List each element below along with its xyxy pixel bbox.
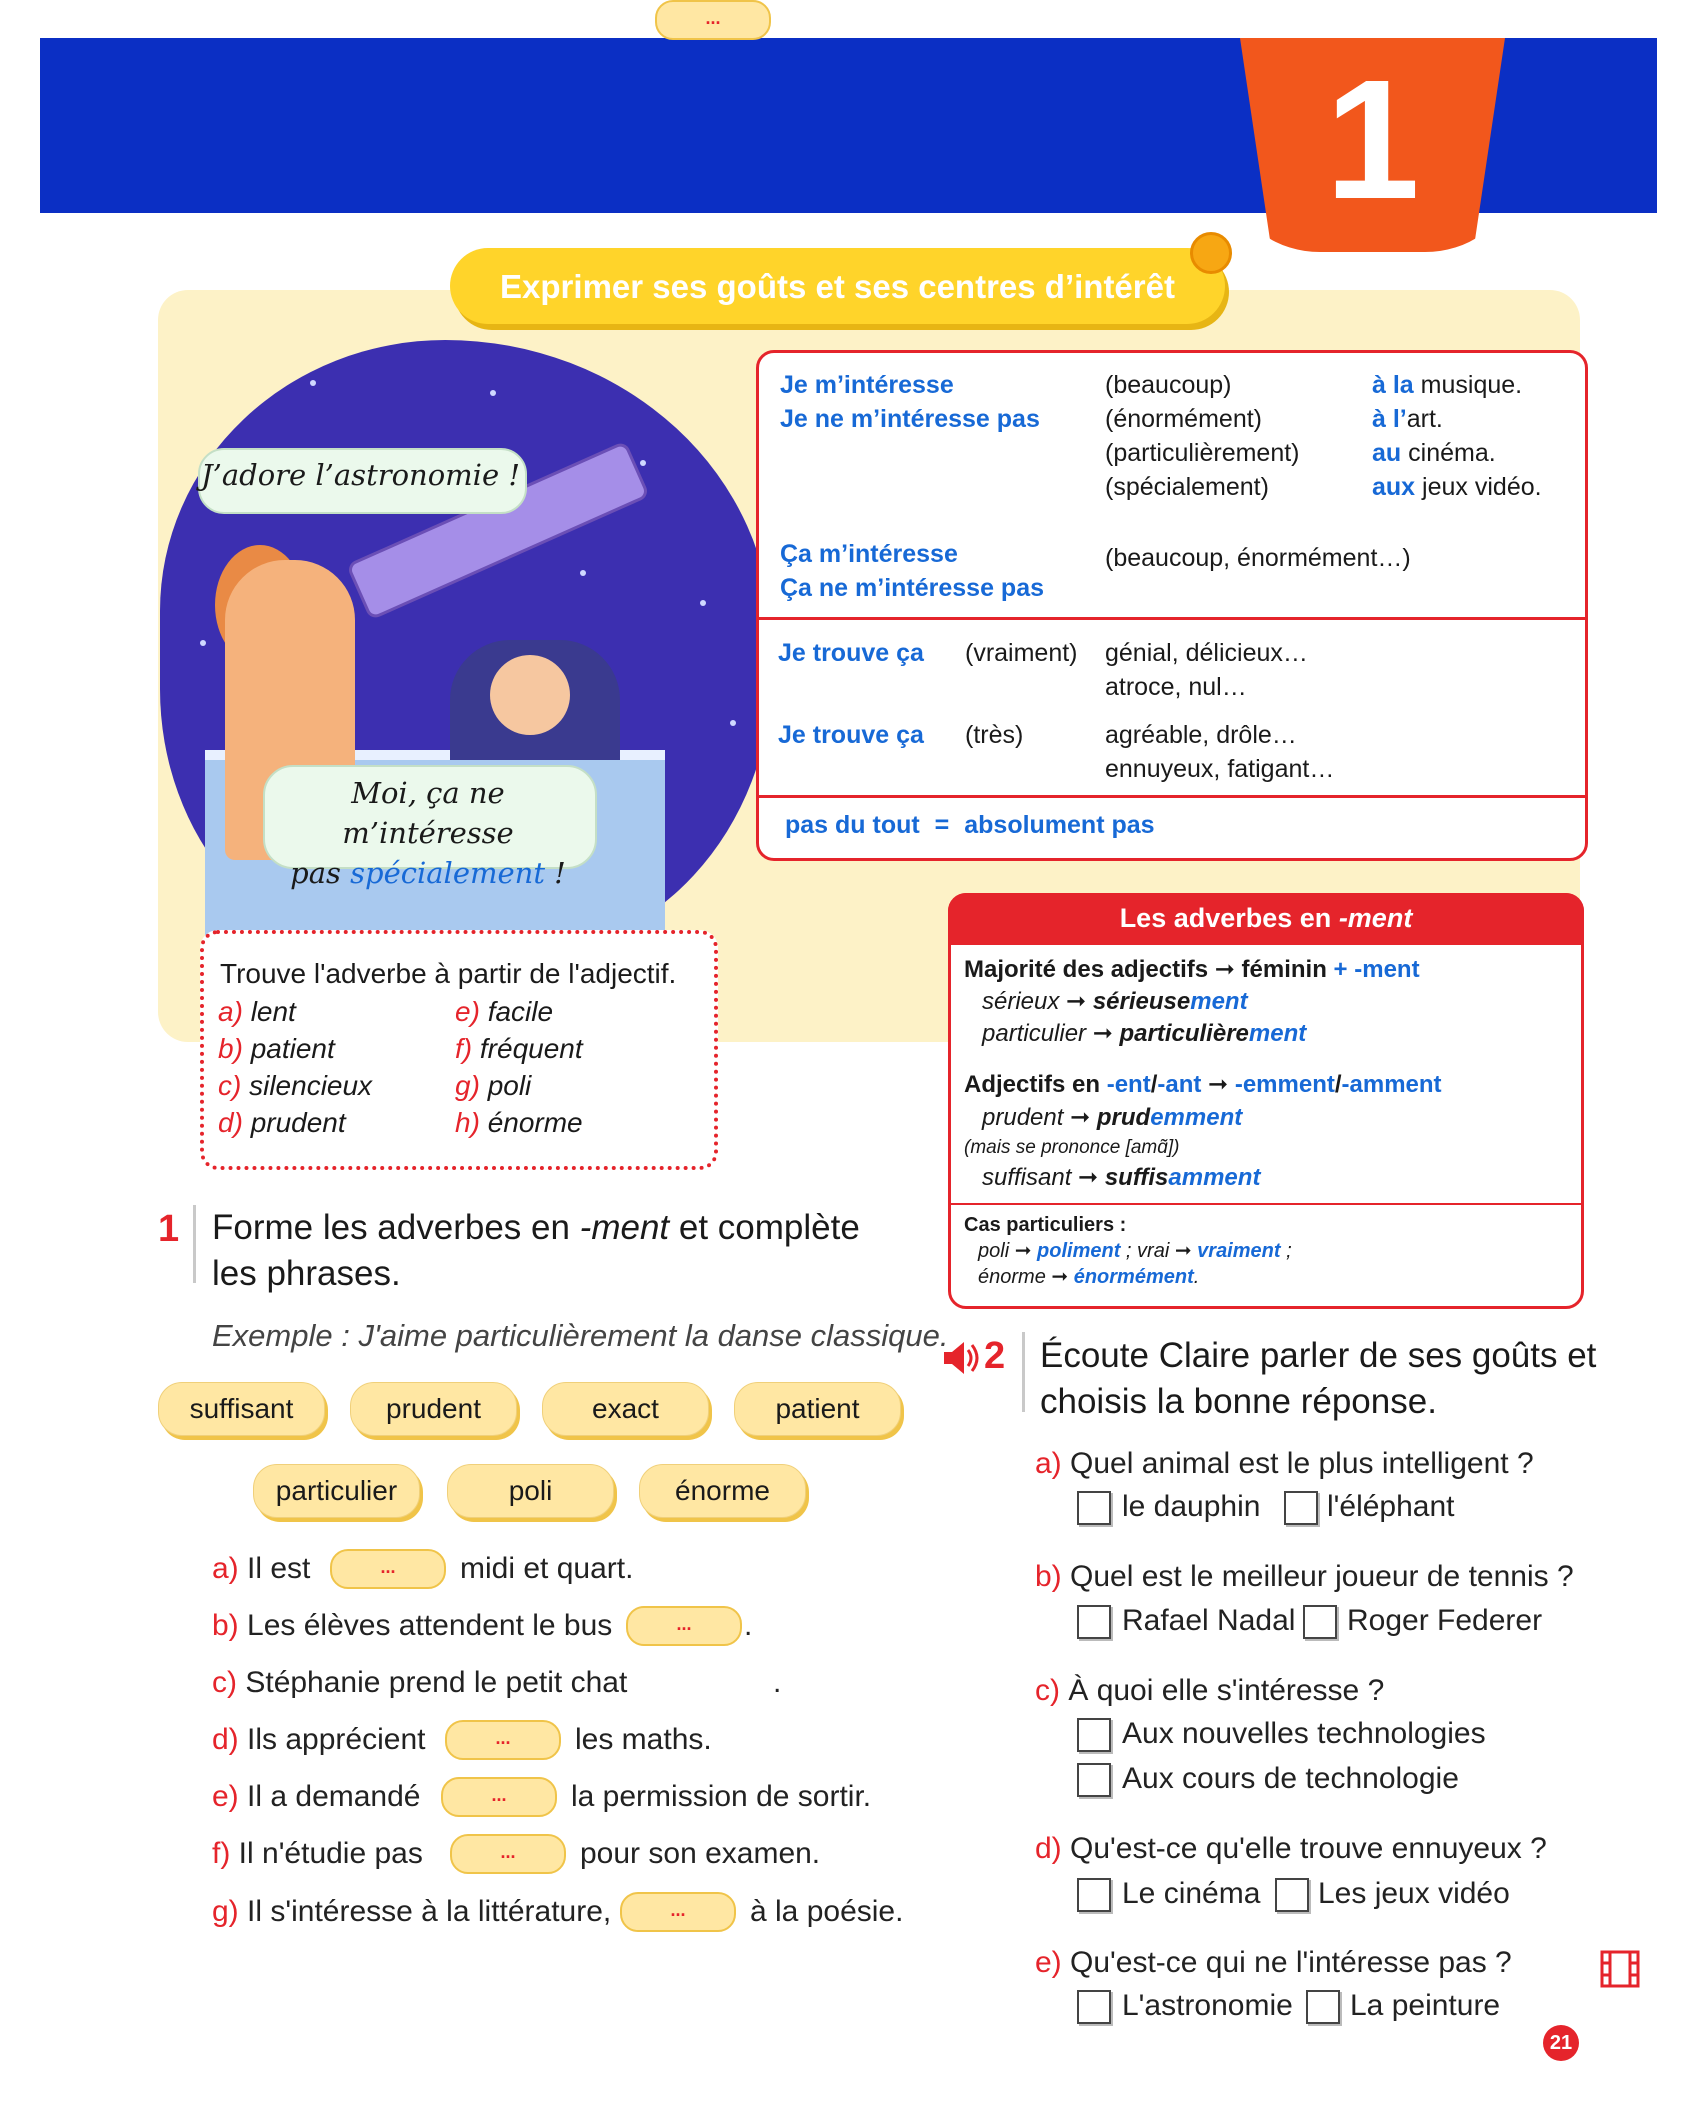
answer-option: Aux cours de technologie xyxy=(1122,1762,1459,1795)
ex-2-b: particulière xyxy=(1119,1020,1249,1047)
grammar-s3-adj: génial, délicieux… xyxy=(1105,639,1308,667)
exercise-2-title: Écoute Claire parler de ses goûts et choisis la bonne réponse. xyxy=(1040,1336,1597,1421)
word-pill[interactable]: poli xyxy=(447,1464,614,1518)
find-item xyxy=(218,1104,346,1141)
question-text: Quel animal est le plus intelligent ? xyxy=(1070,1447,1534,1480)
adverbs-title-a: Les adverbes en xyxy=(1119,903,1339,933)
grammar-s3-subject: Je trouve ça xyxy=(778,639,924,667)
question-letter: b) xyxy=(1035,1560,1062,1593)
grammar-s1-adverb: (spécialement) xyxy=(1105,473,1269,501)
word-pill[interactable]: suffisant xyxy=(158,1382,325,1436)
grammar-s1-subject: Je ne m’intéresse pas xyxy=(780,405,1040,433)
sentence-before: Il s'intéresse à la littérature, xyxy=(247,1895,612,1928)
rule-2-a: Adjectifs en xyxy=(964,1071,1107,1098)
sentence-letter: b) xyxy=(212,1609,239,1642)
ex-4-a: suffisant xyxy=(982,1164,1079,1191)
grammar-s1-subject: Je m’intéresse xyxy=(780,371,954,399)
grammar-prep: aux xyxy=(1372,473,1416,501)
exercise-1-sentence xyxy=(212,1550,310,1588)
ex-1-c: ment xyxy=(1190,988,1248,1015)
exercise-2-bar xyxy=(1022,1332,1025,1412)
adverbs-pronunciation-note: (mais se prononce [amɑ̃]) xyxy=(964,1137,1180,1158)
rule-2-f: -emment xyxy=(1234,1071,1335,1098)
boy-face xyxy=(490,655,570,735)
find-item-word: poli xyxy=(487,1070,532,1101)
sentence-before: Les élèves attendent le bus xyxy=(247,1609,613,1642)
grammar-s4-eq: = xyxy=(934,811,950,839)
sentence-letter: f) xyxy=(212,1837,231,1870)
find-item-letter: h) xyxy=(455,1107,480,1138)
word-pill[interactable]: particulier xyxy=(253,1464,420,1518)
exercise-1-sentence xyxy=(212,1607,612,1645)
find-item-letter: g) xyxy=(455,1070,480,1101)
find-item-word: fréquent xyxy=(479,1033,583,1064)
grammar-prep: au xyxy=(1372,439,1402,467)
special-cases-line-1: poli ➞ poliment ; vrai ➞ vraiment ; xyxy=(978,1240,1292,1262)
ex-3-a: prudent xyxy=(982,1104,1071,1131)
sentence-after: à la poésie. xyxy=(750,1895,904,1928)
answer-blank[interactable]: ... xyxy=(626,1606,742,1646)
grammar-noun: musique. xyxy=(1420,371,1523,399)
find-item xyxy=(455,1030,583,1067)
question-text: À quoi elle s'intéresse ? xyxy=(1068,1674,1385,1707)
rule-2-d: -ant xyxy=(1157,1071,1202,1098)
bubble-line-2-c: ! xyxy=(544,856,566,890)
grammar-s1-adverb: (particulièrement) xyxy=(1105,439,1300,467)
answer-checkbox[interactable] xyxy=(1077,1878,1111,1912)
answer-blank[interactable]: ... xyxy=(330,1549,446,1589)
rule-1-b: féminin xyxy=(1241,956,1334,983)
special-1-a: poli xyxy=(978,1240,1015,1262)
answer-checkbox[interactable] xyxy=(1284,1491,1318,1525)
ex-2-a: particulier xyxy=(982,1020,1093,1047)
star-icon xyxy=(220,430,226,436)
ex-1-a: sérieux xyxy=(982,988,1067,1015)
special-2-a: énorme xyxy=(978,1266,1052,1288)
special-1-e: ; xyxy=(1280,1240,1292,1262)
answer-option: La peinture xyxy=(1350,1989,1501,2022)
word-pill[interactable]: énorme xyxy=(639,1464,806,1518)
adverbs-title-b: -ment xyxy=(1338,903,1413,933)
rule-2-h: -amment xyxy=(1341,1071,1442,1098)
exercise-1-example: Exemple : J'aime particulièrement la danse classique. xyxy=(212,1318,949,1353)
rule-2-g: / xyxy=(1334,1071,1342,1098)
rule-1-c: + -ment xyxy=(1333,956,1420,983)
find-item-letter: b) xyxy=(218,1033,243,1064)
question xyxy=(1035,1944,1512,1982)
question xyxy=(1035,1445,1534,1483)
sentence-letter: c) xyxy=(212,1666,237,1699)
find-item xyxy=(218,1067,372,1104)
answer-option: Aux nouvelles technologies xyxy=(1122,1717,1486,1750)
grammar-noun: cinéma. xyxy=(1408,439,1496,467)
speaker-icon[interactable] xyxy=(942,1340,980,1376)
sentence-letter: e) xyxy=(212,1780,239,1813)
ex-2-c: ment xyxy=(1248,1020,1307,1047)
find-item xyxy=(455,1104,583,1141)
grammar-s1-object xyxy=(1372,470,1542,504)
exercise-1-bar xyxy=(193,1205,196,1283)
find-item-letter: f) xyxy=(455,1033,473,1064)
find-item-word: facile xyxy=(487,996,554,1027)
special-2-b: énormément xyxy=(1073,1266,1194,1288)
rule-2-c: / xyxy=(1150,1071,1158,1098)
ex-3-b: prud xyxy=(1096,1104,1151,1131)
sentence-after: midi et quart. xyxy=(460,1552,634,1585)
answer-option: Rafael Nadal xyxy=(1122,1604,1296,1637)
exercise-1-title xyxy=(212,1205,892,1297)
star-icon xyxy=(310,380,316,386)
sentence-after: . xyxy=(773,1666,782,1699)
bubble-line-2-a: pas xyxy=(290,856,351,890)
special-cases-line-2: énorme ➞ énormément. xyxy=(978,1266,1200,1288)
find-item-word: lent xyxy=(250,996,296,1027)
sentence-before: Ils apprécient xyxy=(247,1723,426,1756)
adverbs-rule-1: Majorité des adjectifs ➞ féminin + -ment xyxy=(964,956,1420,983)
grammar-s1-adverb: (beaucoup) xyxy=(1105,371,1232,399)
special-2-c: . xyxy=(1193,1266,1200,1288)
adverbs-example-1: sérieux ➞ sérieusement xyxy=(982,988,1248,1015)
answer-blank[interactable]: ... xyxy=(620,1892,736,1932)
find-item-letter: a) xyxy=(218,996,243,1027)
find-item-word: silencieux xyxy=(249,1070,373,1101)
grammar-noun: art. xyxy=(1406,405,1443,433)
rule-1-a: Majorité des adjectifs xyxy=(964,956,1215,983)
word-pill[interactable]: exact xyxy=(542,1382,709,1436)
lesson-title: Exprimer ses goûts et ses centres d’intérêt xyxy=(500,268,1175,305)
find-item-letter: c) xyxy=(218,1070,242,1101)
ex-1-b: sérieuse xyxy=(1092,988,1191,1015)
grammar-s1-object xyxy=(1372,368,1522,402)
answer-checkbox[interactable] xyxy=(1077,1605,1111,1639)
grammar-s3-adverb: (vraiment) xyxy=(965,639,1078,667)
special-1-b: poliment xyxy=(1037,1240,1121,1262)
ex-4-c: amment xyxy=(1168,1164,1261,1191)
find-item-word: patient xyxy=(250,1033,335,1064)
special-cases-title: Cas particuliers : xyxy=(964,1214,1127,1236)
grammar-s4-right: absolument pas xyxy=(964,811,1155,839)
grammar-prep: à l’ xyxy=(1372,405,1407,433)
find-item-word: prudent xyxy=(250,1107,346,1138)
sentence-after: . xyxy=(744,1609,753,1642)
find-adverb-instruction: Trouve l'adverbe à partir de l'adjectif. xyxy=(220,958,677,989)
answer-checkbox[interactable] xyxy=(1077,1491,1111,1525)
word-pill[interactable]: patient xyxy=(734,1382,901,1436)
exercise-1-sentence xyxy=(212,1778,420,1816)
answer-blank[interactable]: ... xyxy=(441,1777,557,1817)
grammar-prep: à la xyxy=(1372,371,1414,399)
question-text: Qu'est-ce qui ne l'intéresse pas ? xyxy=(1070,1946,1512,1979)
grammar-s2-adverbs: (beaucoup, énormément…) xyxy=(1105,544,1411,572)
question-letter: e) xyxy=(1035,1946,1062,1979)
find-item xyxy=(218,1030,335,1067)
bubble-line-2-b: spécialement xyxy=(350,856,545,890)
grammar-s3-adj: agréable, drôle… xyxy=(1105,721,1297,749)
grammar-s4-left: pas du tout xyxy=(785,811,920,839)
answer-blank[interactable]: ... xyxy=(445,1720,561,1760)
special-1-c: ; vrai xyxy=(1120,1240,1175,1262)
question-letter: c) xyxy=(1035,1674,1060,1707)
answer-option: Le cinéma xyxy=(1122,1877,1261,1910)
film-icon[interactable] xyxy=(1600,1950,1640,1988)
star-icon xyxy=(580,570,586,576)
adverbs-example-2: particulier ➞ particulièrement xyxy=(982,1020,1307,1047)
sentence-after: les maths. xyxy=(575,1723,712,1756)
sentence-after: la permission de sortir. xyxy=(571,1780,872,1813)
grammar-divider xyxy=(756,795,1588,798)
find-item-letter: d) xyxy=(218,1107,243,1138)
star-icon xyxy=(200,640,206,646)
star-icon xyxy=(730,720,736,726)
adverbs-divider xyxy=(951,1203,1581,1205)
sentence-before: Il a demandé xyxy=(247,1780,421,1813)
answer-blank[interactable]: ... xyxy=(450,1834,566,1874)
exercise-1-sentence xyxy=(212,1721,425,1759)
adverbs-example-4: suffisant ➞ suffisamment xyxy=(982,1164,1261,1191)
answer-option: l'éléphant xyxy=(1327,1490,1455,1523)
question-letter: a) xyxy=(1035,1447,1062,1480)
ex1-title-b: -ment xyxy=(579,1208,670,1247)
grammar-s3-adj: ennuyeux, fatigant… xyxy=(1105,755,1335,783)
bubble-line-1: Moi, ça ne m’intéresse xyxy=(342,776,514,850)
grammar-s1-object xyxy=(1372,436,1496,470)
adverbs-box-title xyxy=(948,903,1584,934)
adverbs-rule-2: Adjectifs en -ent/-ant ➞ -emment/-amment xyxy=(964,1071,1442,1098)
question-text: Quel est le meilleur joueur de tennis ? xyxy=(1070,1560,1574,1593)
question xyxy=(1035,1672,1384,1710)
star-icon xyxy=(700,600,706,606)
question xyxy=(1035,1558,1574,1596)
grammar-divider xyxy=(756,617,1588,620)
ex-3-c: emment xyxy=(1150,1104,1243,1131)
word-pill[interactable]: prudent xyxy=(350,1382,517,1436)
answer-option: Les jeux vidéo xyxy=(1318,1877,1510,1910)
grammar-noun: jeux vidéo. xyxy=(1422,473,1542,501)
exercise-1-sentence xyxy=(212,1664,627,1702)
sentence-letter: a) xyxy=(212,1552,239,1585)
ex1-title-a: Forme les adverbes en xyxy=(212,1208,580,1247)
speech-bubble-top-text: J’adore l’astronomie ! xyxy=(201,458,520,492)
find-item xyxy=(455,993,553,1030)
sentence-before: Il est xyxy=(247,1552,311,1585)
ex1-title-c: et complète les phrases. xyxy=(212,1208,860,1293)
exercise-1-sentence xyxy=(212,1835,423,1873)
sentence-before: Il n'étudie pas xyxy=(238,1837,423,1870)
answer-checkbox[interactable] xyxy=(1077,1763,1111,1797)
grammar-s2-subject: Ça ne m’intéresse pas xyxy=(780,574,1045,602)
find-item xyxy=(455,1067,531,1104)
find-item-word: énorme xyxy=(487,1107,583,1138)
grammar-s4 xyxy=(785,808,1155,842)
grammar-s2-subject: Ça m’intéresse xyxy=(780,540,958,568)
exercise-1-sentence xyxy=(212,1893,611,1931)
grammar-s3-adverb: (très) xyxy=(965,721,1024,749)
special-1-d: vraiment xyxy=(1197,1240,1281,1262)
answer-checkbox[interactable] xyxy=(1306,1990,1340,2024)
exercise-1-number: 1 xyxy=(158,1208,180,1250)
question-letter: d) xyxy=(1035,1832,1062,1865)
pushpin-icon xyxy=(1190,232,1232,274)
adverbs-example-3: prudent ➞ prudemment xyxy=(982,1104,1243,1131)
sentence-letter: g) xyxy=(212,1895,239,1928)
rule-2-b: -ent xyxy=(1106,1071,1151,1098)
rule-2-e xyxy=(1201,1071,1208,1098)
unit-number: 1 xyxy=(1325,45,1420,235)
find-item xyxy=(218,993,296,1030)
answer-checkbox[interactable] xyxy=(1077,1990,1111,2024)
star-icon xyxy=(640,460,646,466)
grammar-s1-object xyxy=(1372,402,1443,436)
grammar-s1-adverb: (énormément) xyxy=(1105,405,1262,433)
star-icon xyxy=(490,390,496,396)
ex-4-b: suffis xyxy=(1104,1164,1169,1191)
answer-checkbox[interactable] xyxy=(1303,1605,1337,1639)
answer-option: L'astronomie xyxy=(1122,1989,1293,2022)
sentence-after: pour son examen. xyxy=(580,1837,821,1870)
exercise-2-number: 2 xyxy=(984,1335,1006,1377)
question-text: Qu'est-ce qu'elle trouve ennuyeux ? xyxy=(1070,1832,1547,1865)
grammar-s3-subject: Je trouve ça xyxy=(778,721,924,749)
answer-checkbox[interactable] xyxy=(1077,1718,1111,1752)
page-number: 21 xyxy=(1543,2025,1579,2061)
find-item-letter: e) xyxy=(455,996,480,1027)
question xyxy=(1035,1830,1547,1868)
speech-bubble-bottom-text xyxy=(263,773,593,893)
sentence-before: Stéphanie prend le petit chat xyxy=(245,1666,628,1699)
answer-checkbox[interactable] xyxy=(1275,1878,1309,1912)
grammar-s3-adj: atroce, nul… xyxy=(1105,673,1247,701)
answer-option: le dauphin xyxy=(1122,1490,1261,1523)
answer-option: Roger Federer xyxy=(1347,1604,1543,1637)
answer-blank[interactable]: ... xyxy=(655,0,771,40)
sentence-letter: d) xyxy=(212,1723,239,1756)
